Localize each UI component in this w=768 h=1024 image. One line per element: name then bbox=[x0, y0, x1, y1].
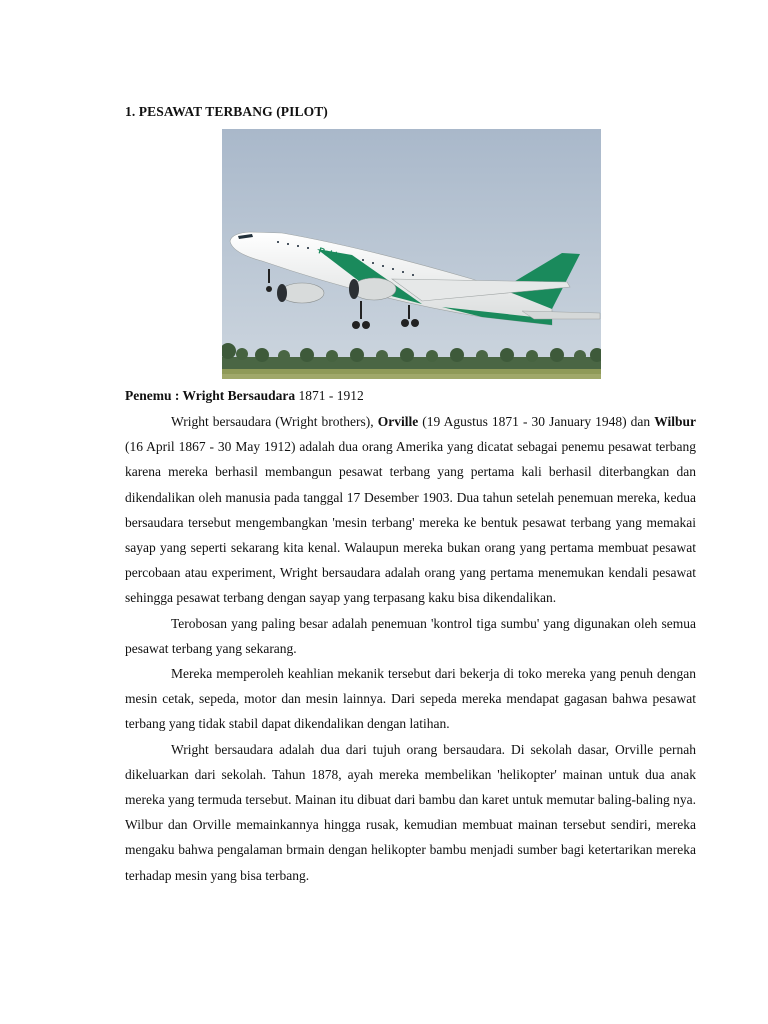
body-text bbox=[125, 409, 696, 888]
inventor-label: Penemu : bbox=[125, 388, 183, 403]
livery-text: Pakistan bbox=[317, 245, 356, 266]
airplane-photo bbox=[222, 129, 601, 379]
section-heading: 1. PESAWAT TERBANG (PILOT) bbox=[125, 104, 328, 119]
paragraph-1 bbox=[125, 409, 696, 611]
orville-name: Orville bbox=[377, 414, 419, 429]
paragraph-4: Wright bersaudara adalah dua dari tujuh orang bersaudara. Di sekolah dasar, Orville pernah dikeluarkan dari sekolah. Tahun 1878, ayah mereka membelikan 'helikopter' mainan untuk dua anak mereka yang termuda tersebut. Mainan itu dibuat dari bambu dan karet untuk memutar baling-baling nya. Wilbur dan Orville memainkannya hingga rusak, kemudian membuat mainan tersebut sendiri, mereka mengaku bahwa pengalaman brmain dengan helikopter bambu menjadi sumber bagi ketertarikan mereka terhadap mesin yang bisa terbang. bbox=[125, 741, 696, 883]
inventor-name: Wright Bersaudara bbox=[182, 388, 296, 403]
wilbur-name: Wilbur bbox=[654, 414, 696, 429]
paragraph-2: Terobosan yang paling besar adalah penemuan 'kontrol tiga sumbu' yang digunakan oleh semua pesawat terbang yang sekarang. bbox=[125, 615, 696, 656]
p1-text-a: Wright bersaudara (Wright brothers), bbox=[171, 414, 378, 429]
p1-text-e: (16 April 1867 - 30 May 1912) adalah dua orang Amerika yang dicatat sebagai penemu pesawat terbang karena mereka berhasil membangun pesawat terbang yang pertama kali berhasil diterbangkan dan dikendalikan oleh manusia pada tanggal 17 Desember 1903. Dua tahun setelah penemuan mereka, kedua bersaudara tersebut mengembangkan 'mesin terbang' mereka ke bentuk pesawat terbang yang memakai sayap yang seperti sekarang kita kenal. Walaupun mereka bukan orang yang pertama membuat pesawat percobaan atau experiment, Wright bersaudara adalah orang yang pertama menemukan kendali pesawat sehingga pesawat terbang dengan sayap yang terpasang kaku bisa dikendalikan. bbox=[125, 439, 696, 606]
p1-text-c: (19 Agustus 1871 - 30 January 1948) dan bbox=[418, 414, 655, 429]
inventor-years: 1871 - 1912 bbox=[295, 388, 364, 403]
inventor-line bbox=[125, 388, 364, 404]
paragraph-3: Mereka memperoleh keahlian mekanik tersebut dari bekerja di toko mereka yang penuh dengan mesin cetak, sepeda, motor dan mesin lainnya. Dari sepeda mereka mendapat gagasan bahwa pesawat terbang yang tidak stabil dapat dikendalikan dengan latihan. bbox=[125, 666, 696, 732]
